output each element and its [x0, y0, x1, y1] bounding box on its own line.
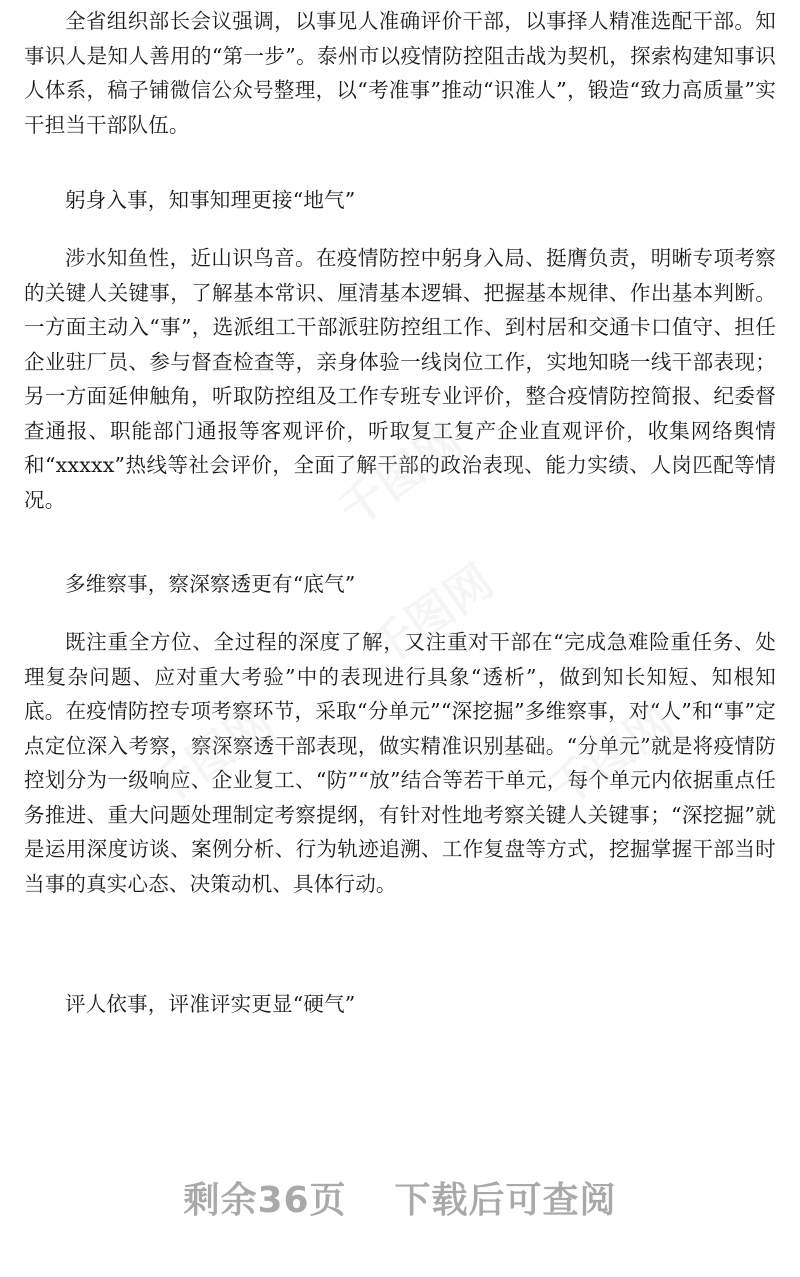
download-banner[interactable]: [0, 1172, 800, 1223]
download-hint-text: 下载后可查阅: [394, 1180, 617, 1221]
section-heading-1: 躬身入事，知事知理更接“地气”: [65, 188, 356, 212]
section-heading-3: 评人依事，评准评实更显“硬气”: [65, 992, 356, 1016]
intro-paragraph: 全省组织部长会议强调，以事见人准确评价干部，以事择人精准选配干部。知事识人是知人善用的“第一步”。泰州市以疫情防控阻击战为契机，探索构建知事识人体系，稿子铺微信公众号整理，以“考准事”推动“识准人”，锻造“致力高质量”实干担当干部队伍。: [24, 9, 776, 137]
watermark: 千图网: [328, 413, 473, 538]
watermark: 千图网: [358, 553, 503, 678]
watermark: 千图网: [138, 693, 283, 818]
watermark: 千图网: [538, 693, 683, 818]
section-paragraph-2: 既注重全方位、全过程的深度了解，又注重对干部在“完成急难险重任务、处理复杂问题、应对重大考验”中的表现进行具象“透析”，做到知长知短、知根知底。在疫情防控专项考察环节，采取“分单元”“深挖掘”多维察事，对“人”和“事”定点定位深入考察，察深察透干部表现，做实精准识别基础。“分单元”就是将疫情防控划分为一级响应、企业复工、“防”“放”结合等若干单元，每个单元内依据重点任务推进、重大问题处理制定考察提纲，有针对性地考察关键人关键事；“深挖掘”就是运用深度访谈、案例分析、行为轨迹追溯、工作复盘等方式，挖掘掌握干部当时当事的真实心态、决策动机、具体行动。: [24, 630, 776, 896]
section-paragraph-1: 涉水知鱼性，近山识鸟音。在疫情防控中躬身入局、挺膺负责，明晰专项考察的关键人关键事，了解基本常识、厘清基本逻辑、把握基本规律、作出基本判断。一方面主动入“事”，选派组工干部派驻防控组工作、到村居和交通卡口值守、担任企业驻厂员、参与督查检查等，亲身体验一线岗位工作，实地知晓一线干部表现；另一方面延伸触角，听取防控组及工作专班专业评价，整合疫情防控简报、纪委督查通报、职能部门通报等客观评价，听取复工复产企业直观评价，收集网络舆情和“xxxxx”热线等社会评价，全面了解干部的政治表现、能力实绩、人岗匹配等情况。: [24, 246, 776, 512]
remaining-pages-text: 剩余36页: [183, 1180, 347, 1221]
section-heading-2: 多维察事，察深察透更有“底气”: [65, 572, 356, 596]
